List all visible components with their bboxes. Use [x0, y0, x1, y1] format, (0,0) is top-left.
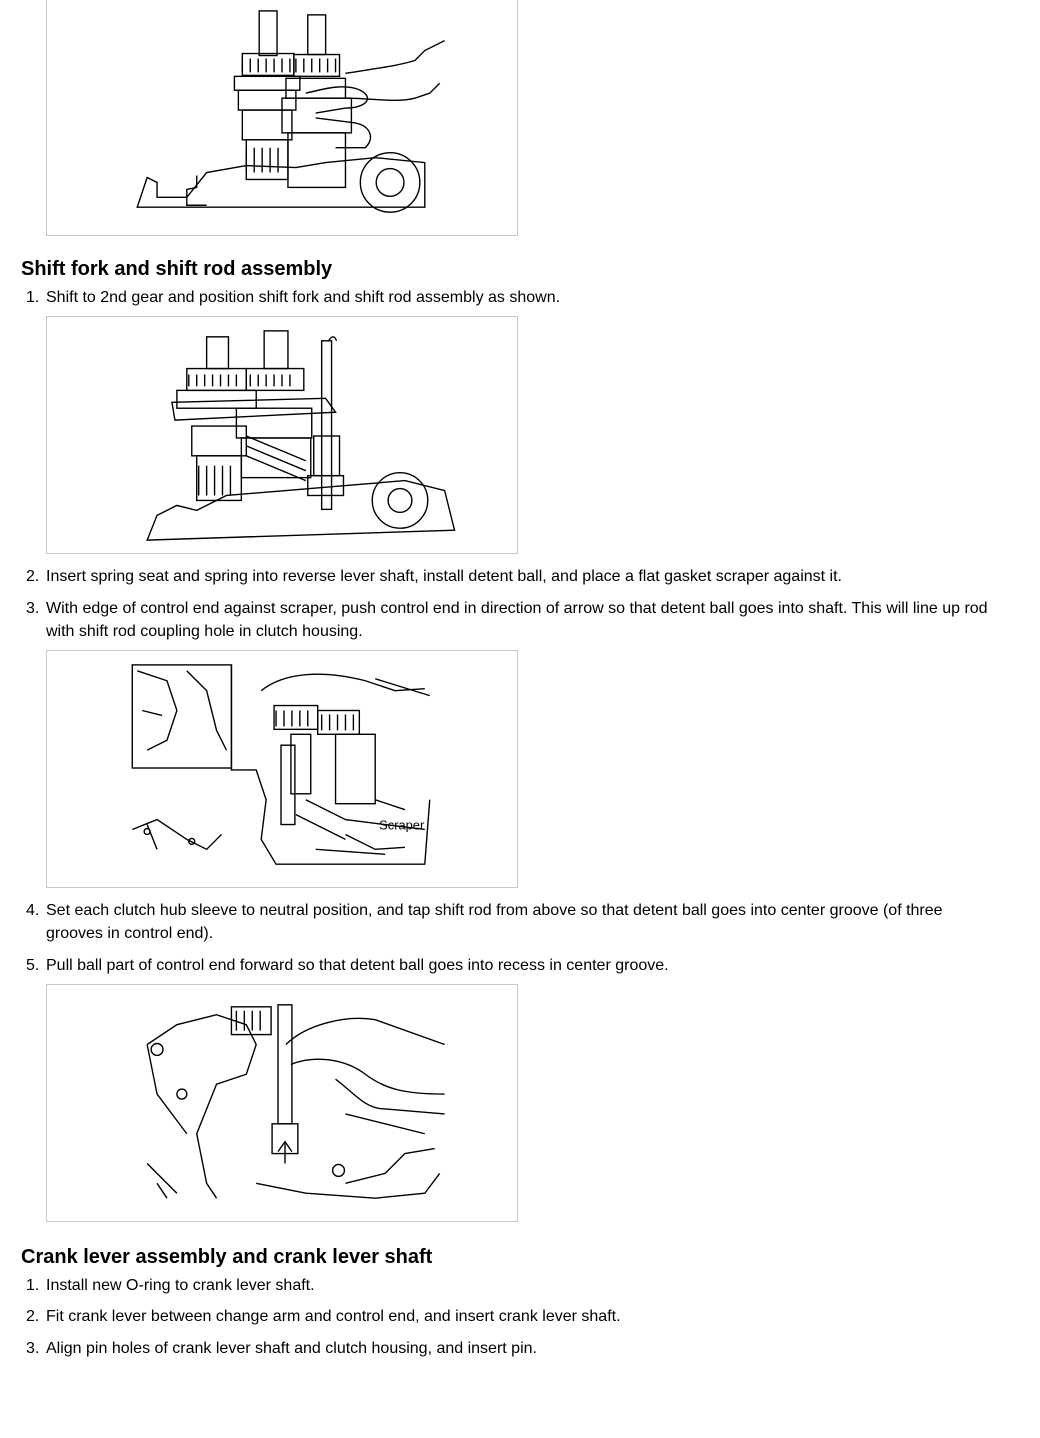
step-number: 3.	[26, 1340, 40, 1357]
step-3-control-end	[26, 597, 1000, 643]
step-3-pin-holes	[26, 1337, 1000, 1360]
step-text: Shift to 2nd gear and position shift fork and shift rod assembly as shown.	[46, 289, 561, 306]
step-number: 1.	[26, 289, 40, 306]
step-text: Fit crank lever between change arm and control end, and insert crank lever shaft.	[46, 1308, 621, 1325]
step-1-o-ring	[26, 1274, 1000, 1297]
step-number: 1.	[26, 1277, 40, 1294]
figure-scraper-detent	[46, 650, 518, 888]
step-text: Install new O-ring to crank lever shaft.	[46, 1277, 315, 1294]
step-5-ball-part	[26, 954, 1000, 977]
step-number: 2.	[26, 568, 40, 585]
step-number: 5.	[26, 957, 40, 974]
step-text: Set each clutch hub sleeve to neutral position, and tap shift rod from above so that detent ball goes into center groove (of three grooves in control end).	[46, 902, 943, 942]
figure-shift-fork-position	[46, 316, 518, 554]
step-number: 4.	[26, 902, 40, 919]
figure-label-scraper: Scraper	[379, 817, 425, 833]
step-1-shift-fork	[26, 286, 1000, 309]
section-heading-shift-fork: Shift fork and shift rod assembly	[21, 258, 333, 280]
step-number: 3.	[26, 600, 40, 617]
step-4-clutch-hub	[26, 899, 1000, 945]
figure-control-end-pull	[46, 984, 518, 1222]
step-text: With edge of control end against scraper, push control end in direction of arrow so that detent ball goes into shaft. This will line up rod with shift rod coupling hole in clutch housing.	[46, 600, 988, 640]
step-text: Align pin holes of crank lever shaft and clutch housing, and insert pin.	[46, 1340, 537, 1357]
step-number: 2.	[26, 1308, 40, 1325]
step-2-crank-lever	[26, 1305, 1000, 1328]
step-text: Pull ball part of control end forward so that detent ball goes into recess in center groove.	[46, 957, 669, 974]
figure-gear-shaft-install	[46, 0, 518, 236]
section-heading-crank-lever: Crank lever assembly and crank lever shaft	[21, 1246, 433, 1268]
step-2-spring-seat	[26, 565, 1000, 588]
step-text: Insert spring seat and spring into reverse lever shaft, install detent ball, and place a flat gasket scraper against it.	[46, 568, 842, 585]
